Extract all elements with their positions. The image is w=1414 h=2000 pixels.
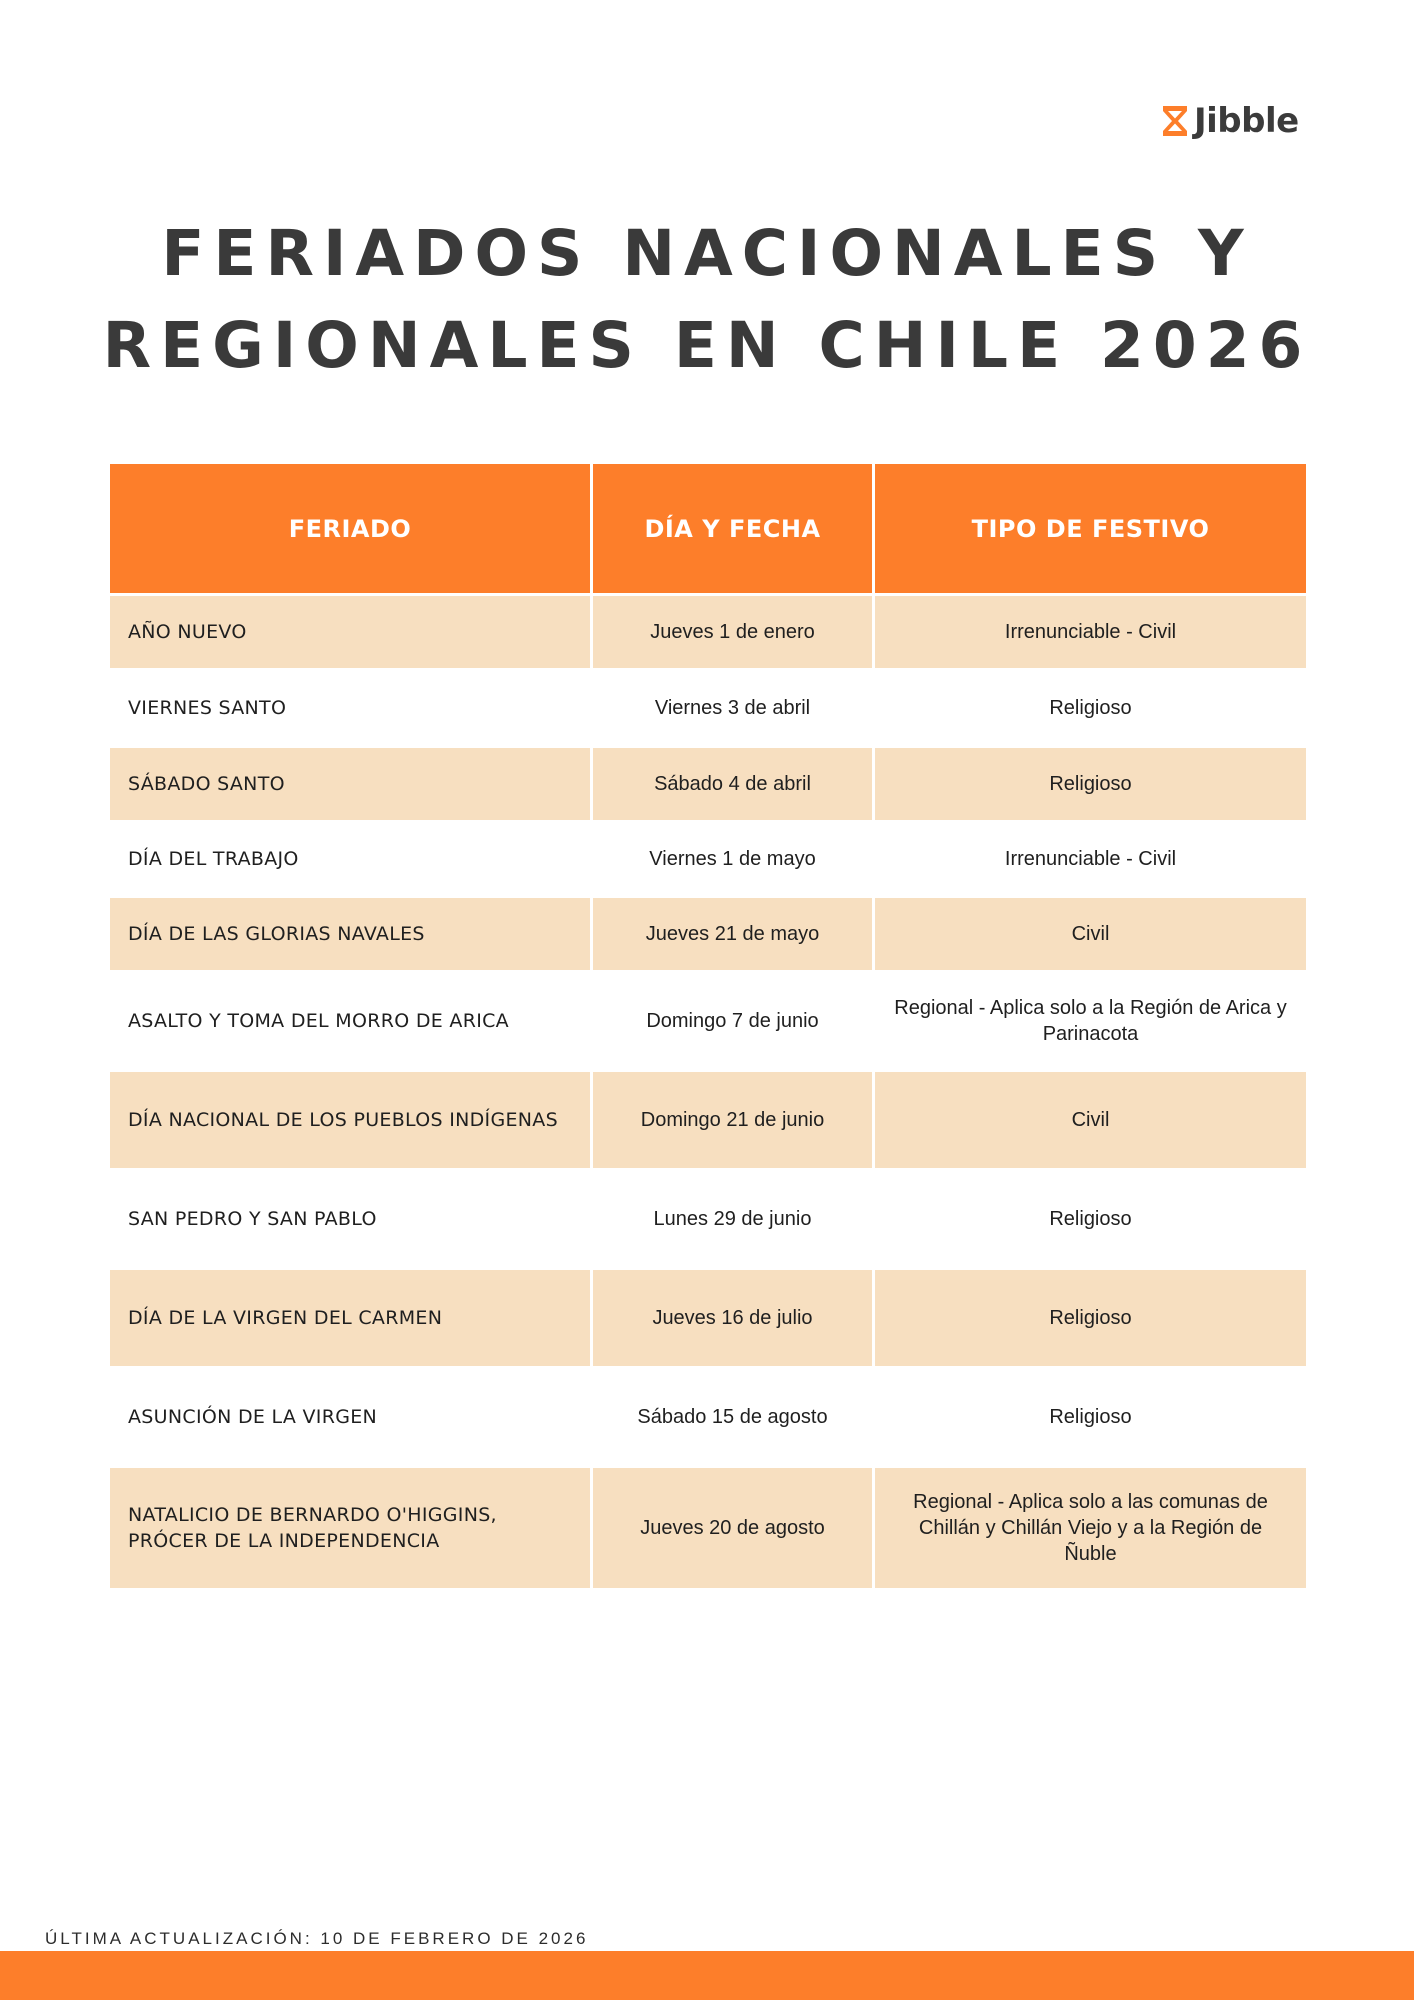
footer-bar (0, 1951, 1414, 2000)
last-update-note: ÚLTIMA ACTUALIZACIÓN: 10 DE FEBRERO DE 2026 (45, 1929, 589, 1948)
holiday-type: Civil (875, 898, 1306, 970)
holiday-date: Jueves 21 de mayo (593, 898, 872, 970)
holiday-name: VIERNES SANTO (110, 671, 590, 745)
holiday-name: NATALICIO DE BERNARDO O'HIGGINS, PRÓCER DE LA INDEPENDENCIA (110, 1468, 590, 1588)
holiday-date: Jueves 20 de agosto (593, 1468, 872, 1588)
holiday-name: SAN PEDRO Y SAN PABLO (110, 1171, 590, 1267)
header-tipo-de-festivo: TIPO DE FESTIVO (875, 464, 1306, 593)
table-row (110, 898, 1306, 970)
holiday-name: ASUNCIÓN DE LA VIRGEN (110, 1369, 590, 1465)
page-title-line-2: REGIONALES EN CHILE 2026 (102, 309, 1312, 382)
holiday-type: Religioso (875, 1171, 1306, 1267)
holiday-date: Viernes 1 de mayo (593, 823, 872, 895)
table-row (110, 823, 1306, 895)
holiday-type: Regional - Aplica solo a la Región de Arica y Parinacota (875, 973, 1306, 1069)
holiday-date: Viernes 3 de abril (593, 671, 872, 745)
table-row (110, 1171, 1306, 1267)
holiday-type: Civil (875, 1072, 1306, 1168)
holiday-type: Irrenunciable - Civil (875, 596, 1306, 668)
holiday-date: Lunes 29 de junio (593, 1171, 872, 1267)
holiday-date: Sábado 4 de abril (593, 748, 872, 820)
holiday-date: Domingo 7 de junio (593, 973, 872, 1069)
jibble-logo (1160, 101, 1299, 141)
holiday-name: DÍA DEL TRABAJO (110, 823, 590, 895)
holiday-name: DÍA DE LA VIRGEN DEL CARMEN (110, 1270, 590, 1366)
holiday-type: Religioso (875, 1270, 1306, 1366)
holiday-name: AÑO NUEVO (110, 596, 590, 668)
holiday-date: Domingo 21 de junio (593, 1072, 872, 1168)
table-row (110, 1270, 1306, 1366)
header-feriado: FERIADO (110, 464, 590, 593)
page-title-line-1: FERIADOS NACIONALES Y (161, 217, 1253, 290)
table-row (110, 1369, 1306, 1465)
holiday-name: DÍA NACIONAL DE LOS PUEBLOS INDÍGENAS (110, 1072, 590, 1168)
holidays-table (107, 461, 1309, 1591)
holiday-date: Sábado 15 de agosto (593, 1369, 872, 1465)
holiday-type: Regional - Aplica solo a las comunas de Chillán y Chillán Viejo y a la Región de Ñuble (875, 1468, 1306, 1588)
table-row (110, 596, 1306, 668)
hourglass-icon (1160, 104, 1190, 138)
holiday-date: Jueves 1 de enero (593, 596, 872, 668)
brand-name: Jibble (1194, 101, 1299, 141)
holiday-type: Religioso (875, 748, 1306, 820)
holiday-name: SÁBADO SANTO (110, 748, 590, 820)
table-row (110, 1468, 1306, 1588)
table-row (110, 748, 1306, 820)
holiday-name: DÍA DE LAS GLORIAS NAVALES (110, 898, 590, 970)
header-dia-y-fecha: DÍA Y FECHA (593, 464, 872, 593)
holiday-date: Jueves 16 de julio (593, 1270, 872, 1366)
holiday-type: Religioso (875, 1369, 1306, 1465)
holiday-name: ASALTO Y TOMA DEL MORRO DE ARICA (110, 973, 590, 1069)
holiday-type: Religioso (875, 671, 1306, 745)
table-header-row (110, 464, 1306, 593)
holiday-type: Irrenunciable - Civil (875, 823, 1306, 895)
page-title (0, 208, 1414, 392)
table-row (110, 671, 1306, 745)
table-row (110, 973, 1306, 1069)
table-row (110, 1072, 1306, 1168)
